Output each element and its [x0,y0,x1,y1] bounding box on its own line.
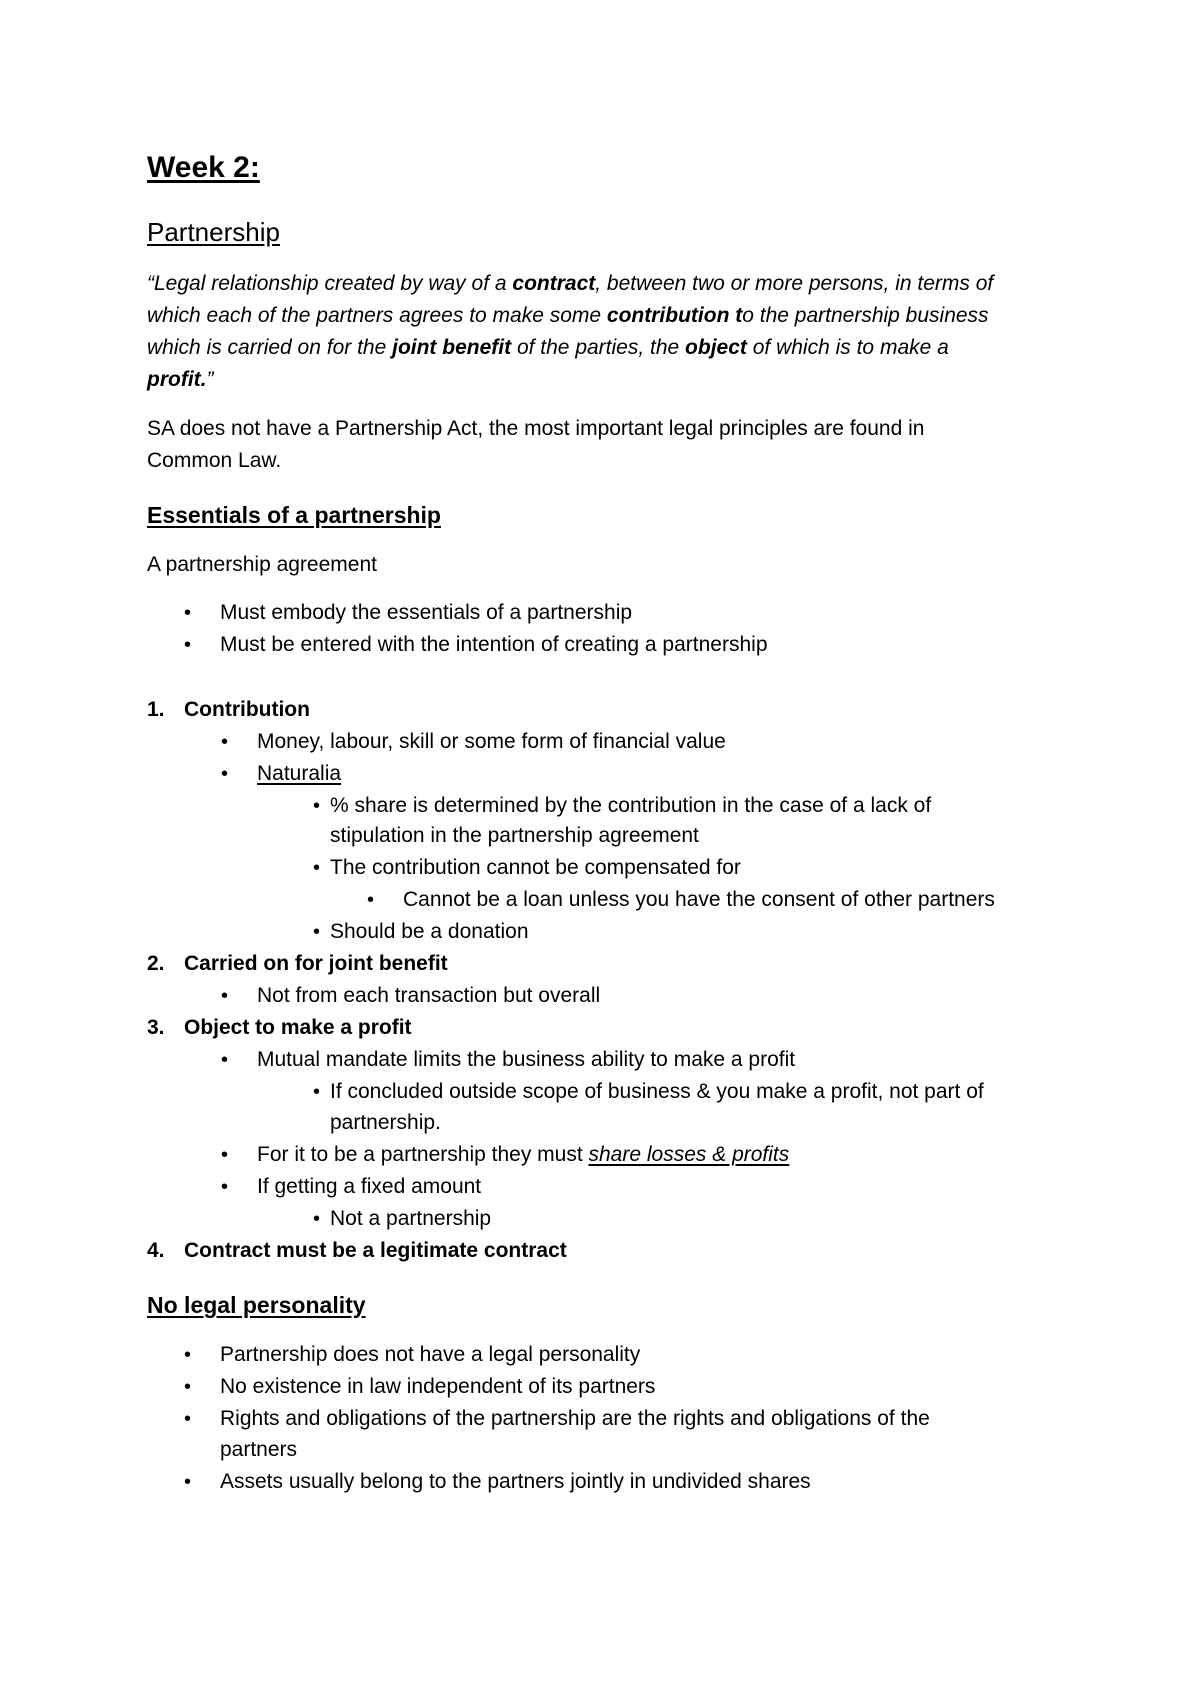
list-item: • If concluded outside scope of business & you make a profit, not part of [330,1079,984,1105]
list-item: • Partnership does not have a legal personality [220,1342,640,1368]
item-number: 2. [147,952,165,975]
note-line-2: Common Law. [147,449,282,472]
list-item: • Naturalia [257,761,341,787]
essentials-intro: A partnership agreement [147,553,377,576]
list-item: • Must be entered with the intention of creating a partnership [220,632,768,658]
essentials-heading: Essentials of a partnership [147,502,441,528]
list-item: • % share is determined by the contribution in the case of a lack of [330,793,931,819]
definition-segment: o the partnership business [742,304,989,327]
essential-item-3 [147,1015,412,1041]
list-item-emphasis: share losses & profits [588,1143,790,1166]
definition-line-2 [147,303,989,329]
list-item: • No existence in law independent of its partners [220,1374,655,1400]
list-item: • Not from each transaction but overall [257,983,600,1009]
definition-segment: contract [512,272,596,295]
list-item-continued: partners [220,1438,298,1461]
essential-item-2 [147,951,448,977]
definition-segment: profit. [147,368,207,391]
list-item: • If getting a fixed amount [257,1174,481,1200]
item-label: Contribution [184,698,310,721]
definition-segment: contribution t [606,304,743,327]
definition-segment: joint benefit [392,336,512,359]
essential-item-4 [147,1238,567,1264]
item-label: Carried on for joint benefit [184,952,448,975]
item-label: Contract must be a legitimate contract [184,1239,567,1262]
page-title: Week 2: [147,151,260,184]
list-item: • Mutual mandate limits the business ability to make a profit [257,1047,795,1073]
item-number: 3. [147,1016,165,1039]
partnership-heading: Partnership [147,217,280,247]
definition-segment: “Legal relationship created by way of a [147,272,513,295]
list-item: • Not a partnership [330,1206,491,1232]
definition-segment: object [685,336,747,359]
note-line-1: SA does not have a Partnership Act, the most important legal principles are found in [147,417,925,440]
definition-segment: ” [206,368,214,391]
list-item-continued: partnership. [330,1111,441,1134]
definition-segment: , between two or more persons, in terms of [595,272,994,295]
list-item-continued: stipulation in the partnership agreement [330,824,699,847]
definition-line-3 [147,335,949,361]
list-item: • The contribution cannot be compensated for [330,855,741,881]
personality-heading: No legal personality [147,1292,366,1318]
definition-segment: which each of the partners agrees to make some [147,304,607,327]
definition-line-4 [147,367,213,393]
item-number: 1. [147,698,165,721]
definition-line-1 [147,271,993,297]
definition-segment: of the parties, the [511,336,686,359]
item-label: Object to make a profit [184,1016,412,1039]
definition-segment: of which is to make a [746,336,949,359]
list-item [257,1142,789,1168]
essential-item-1 [147,697,310,723]
list-item: • Assets usually belong to the partners jointly in undivided shares [220,1469,811,1495]
list-item: • Cannot be a loan unless you have the consent of other partners [403,887,995,913]
item-number: 4. [147,1239,165,1262]
definition-segment: which is carried on for the [147,336,393,359]
list-item-text: For it to be a partnership they must [257,1143,589,1166]
list-item: • Must embody the essentials of a partnership [220,600,632,626]
list-item: • Money, labour, skill or some form of financial value [257,729,726,755]
list-item: • Rights and obligations of the partnership are the rights and obligations of the [220,1406,930,1432]
list-item: • Should be a donation [330,919,529,945]
